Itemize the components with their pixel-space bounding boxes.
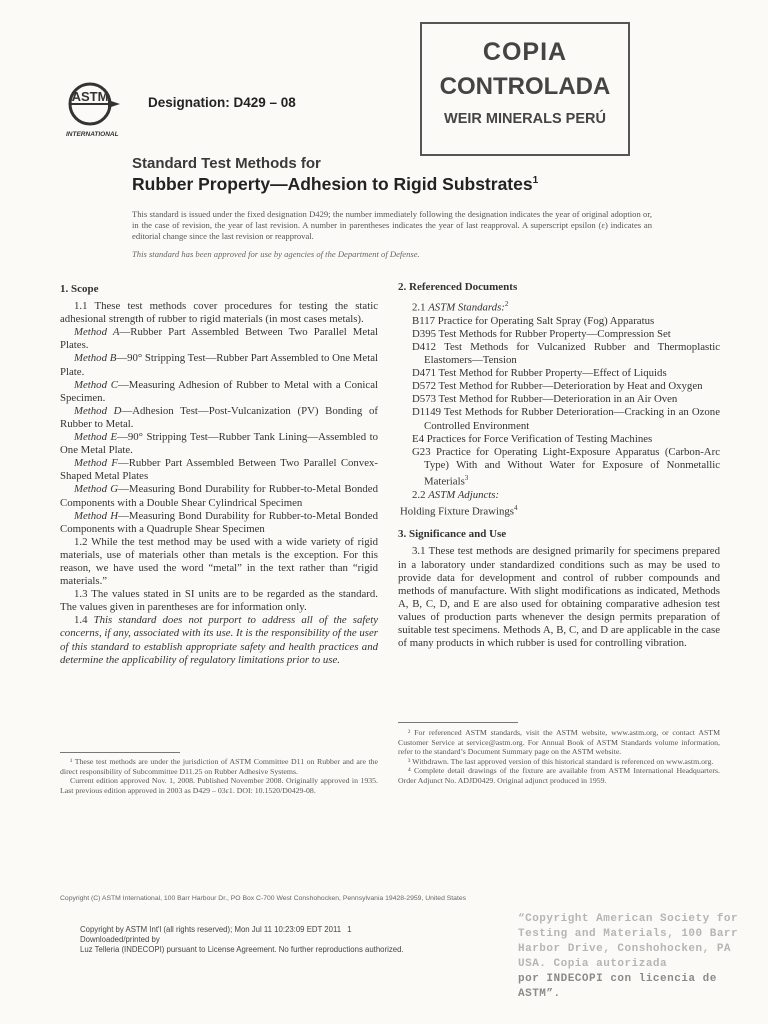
method-f bbox=[60, 457, 378, 483]
reference-title: Practices for Force Verification of Testing Machines bbox=[426, 432, 653, 445]
paragraph-3-1: 3.1 These test methods are designed primarily for specimens prepared in a laboratory under standardized conditions such as may be used to provide data for development and control of rubber compounds and methods of manufacture. With slight modifications as indicated, Methods A, B, C, D, and E are also used for obtaining comparative adhesion test values of production parts whenever the design permits preparation of suitable test specimens. Methods A, B, C, and D are applicable in the case of many products in which rubber is used for controlling vibration. bbox=[398, 545, 720, 650]
footnote-3: ³ Withdrawn. The last approved version of this historical standard is referenced on www.astm.org. bbox=[408, 756, 714, 766]
reference-item bbox=[398, 433, 720, 446]
subsection-2-1-title: ASTM Standards: bbox=[428, 301, 505, 314]
notice-line-3: Harbor Drive, Conshohocken, PA bbox=[518, 943, 732, 955]
title-line-2 bbox=[132, 174, 538, 195]
stamp-line-1: COPIA bbox=[482, 38, 568, 66]
controlled-copy-stamp bbox=[420, 22, 630, 156]
method-c-label: Method C bbox=[74, 378, 118, 391]
reference-item bbox=[398, 328, 720, 341]
section-heading-referenced-documents: 2. Referenced Documents bbox=[398, 281, 518, 293]
paragraph-1-4 bbox=[60, 614, 378, 666]
section-heading-scope: 1. Scope bbox=[60, 283, 99, 295]
method-a bbox=[60, 326, 378, 352]
astm-logo-icon bbox=[62, 80, 124, 140]
footnote-rule-right bbox=[398, 722, 518, 723]
copyright-watermark-notice bbox=[518, 912, 758, 1002]
subsection-2-1-sup: 2 bbox=[504, 300, 509, 309]
reference-title: Test Method for Rubber Property—Effect of Liquids bbox=[438, 367, 667, 380]
stamp-line-2: CONTROLADA bbox=[439, 73, 611, 100]
page-number: 1 bbox=[347, 925, 352, 934]
method-d-text: —Adhesion Test—Post-Vulcanization (PV) Bonding of Rubber to Metal. bbox=[60, 404, 378, 430]
footnote-rule-left bbox=[60, 752, 180, 753]
download-line-3: Luz Telleria (INDECOPI) pursuant to License Agreement. No further reproductions authorized. bbox=[80, 945, 404, 954]
adjunct-sup: 4 bbox=[513, 503, 518, 512]
reference-code: B117 bbox=[412, 314, 435, 327]
copyright-line: Copyright (C) ASTM International, 100 Barr Harbour Dr., PO Box C-700 West Conshohocken, Pennsylvania 19428-2959, United States bbox=[60, 895, 467, 902]
reference-item bbox=[398, 406, 720, 432]
notice-line-1: “Copyright American Society for bbox=[518, 913, 739, 925]
left-column bbox=[60, 283, 378, 667]
notice-line-5: por INDECOPI con licencia de ASTM”. bbox=[518, 973, 717, 1000]
subsection-2-2-title: ASTM Adjuncts: bbox=[428, 488, 500, 501]
download-line-1 bbox=[80, 925, 404, 935]
method-f-text: —Rubber Part Assembled Between Two Parallel Convex-Shaped Metal Plates bbox=[60, 457, 378, 483]
method-c bbox=[60, 379, 378, 405]
reference-code: D572 bbox=[412, 380, 436, 393]
reference-title: Test Method for Rubber—Deterioration in an Air Oven bbox=[438, 393, 678, 406]
right-column bbox=[398, 281, 720, 650]
reference-title: Practice for Operating Light-Exposure Apparatus (Carbon-Arc Type) With and Without Water for Exposure of Nonmetallic Materials bbox=[424, 445, 720, 488]
footnotes-right bbox=[398, 728, 720, 786]
reference-title: Test Methods for Rubber Property—Compression Set bbox=[438, 327, 671, 340]
subsection-2-2 bbox=[398, 489, 720, 502]
reference-title: Practice for Operating Salt Spray (Fog) Apparatus bbox=[437, 314, 655, 327]
stamp-line-3: WEIR MINERALS PERÚ bbox=[444, 111, 606, 127]
paragraph-1-2: 1.2 While the test method may be used with a wide variety of rigid materials, use of materials other than metals is the exception. For this reason, we have used the word “metal” in the text rather than “rigid materials.” bbox=[60, 535, 378, 588]
method-e bbox=[60, 431, 378, 457]
method-e-label: Method E bbox=[74, 431, 118, 444]
method-d-label: Method D bbox=[74, 404, 122, 417]
method-h bbox=[60, 510, 378, 536]
method-b bbox=[60, 352, 378, 378]
notice-line-4: USA. Copia autorizada bbox=[518, 958, 668, 970]
reference-code: D1149 bbox=[412, 406, 441, 419]
footnote-4: ⁴ Complete detail drawings of the fixture are available from ASTM International Headquarters. Order Adjunct No. ADJD0429. Original adjunct produced in 1959. bbox=[398, 766, 720, 785]
download-line-1-text: Copyright by ASTM Int'l (all rights reserved); Mon Jul 11 10:23:09 EDT 2011 bbox=[80, 925, 342, 934]
footnote-1-b: Current edition approved Nov. 1, 2008. Published November 2008. Originally approved in 1935. Last previous edition approved in 2003 as D429 – 03ε1. DOI: 10.1520/D0429-08. bbox=[60, 776, 378, 795]
title-footnote-marker: 1 bbox=[532, 175, 539, 187]
notice-line-2: Testing and Materials, 100 Barr bbox=[518, 928, 739, 940]
intro-paragraph: This standard is issued under the fixed designation D429; the number immediately following the designation indicates the year of original adoption or, in the case of revision, the year of last revision. A number in parentheses indicates the year of last reapproval. A superscript epsilon (ε) indicates an editorial change since the last revision or reapproval. bbox=[132, 209, 652, 241]
reference-sup: 3 bbox=[464, 473, 469, 482]
section-heading-significance: 3. Significance and Use bbox=[398, 528, 507, 541]
reference-item bbox=[398, 315, 720, 328]
reference-code: G23 bbox=[412, 445, 431, 458]
subsection-2-1-number: 2.1 bbox=[412, 301, 429, 314]
reference-item bbox=[398, 341, 720, 367]
reference-item bbox=[398, 367, 720, 380]
paragraph-1-1: 1.1 These test methods cover procedures for testing the static adhesional strength of rubber to rigid materials (in most cases metals). bbox=[60, 300, 378, 326]
footnote-2: ² For referenced ASTM standards, visit the ASTM website, www.astm.org, or contact ASTM Customer Service at service@astm.org. For Annual Book of ASTM Standards volume information, refer to the standard’s Document Summary page on the ASTM website. bbox=[398, 728, 720, 757]
method-b-label: Method B bbox=[74, 352, 117, 365]
method-g-text: —Measuring Bond Durability for Rubber-to-Metal Bonded Components with a Double Shear Cylindrical Specimen bbox=[60, 483, 378, 509]
reference-title: Test Methods for Rubber Deterioration—Cracking in an Ozone Controlled Environment bbox=[424, 406, 720, 432]
reference-list bbox=[398, 315, 720, 489]
method-d bbox=[60, 405, 378, 431]
safety-statement: This standard does not purport to address all of the safety concerns, if any, associated with its use. It is the responsibility of the user of this standard to establish appropriate safety and health practices and determine the applicability of regulatory limitations prior to use. bbox=[60, 614, 378, 666]
method-f-label: Method F bbox=[74, 457, 118, 470]
footnote-1-a: ¹ These test methods are under the jurisdiction of ASTM Committee D11 on Rubber and are the direct responsibility of Subcommittee D11.25 on Rubber Adhesive Systems. bbox=[60, 757, 378, 776]
reference-code: E4 bbox=[412, 432, 424, 445]
method-h-label: Method H bbox=[74, 509, 119, 522]
paragraph-1-3: 1.3 The values stated in SI units are to be regarded as the standard. The values given in parentheses are for information only. bbox=[60, 588, 378, 614]
reference-item bbox=[398, 393, 720, 406]
method-a-text: —Rubber Part Assembled Between Two Parallel Metal Plates. bbox=[60, 326, 378, 352]
title-line-1: Standard Test Methods for bbox=[132, 155, 321, 172]
reference-item bbox=[398, 380, 720, 393]
reference-title: Test Methods for Vulcanized Rubber and Thermoplastic Elastomers—Tension bbox=[424, 340, 720, 367]
reference-code: D395 bbox=[412, 327, 436, 340]
designation: Designation: D429 – 08 bbox=[148, 95, 296, 110]
logo-text: ASTM bbox=[71, 89, 109, 104]
reference-title: Test Method for Rubber—Deterioration by Heat and Oxygen bbox=[438, 380, 703, 393]
method-e-text: —90° Stripping Test—Rubber Tank Lining—Assembled to One Metal Plate. bbox=[60, 431, 378, 457]
method-g-label: Method G bbox=[74, 483, 119, 496]
download-notice bbox=[80, 925, 404, 955]
subsection-2-2-number: 2.2 bbox=[412, 488, 429, 501]
reference-code: D412 bbox=[412, 340, 436, 353]
approval-note: This standard has been approved for use by agencies of the Department of Defense. bbox=[132, 249, 420, 259]
adjunct-text: Holding Fixture Drawings bbox=[400, 505, 514, 518]
adjunct-item bbox=[398, 502, 720, 519]
logo-subtext: INTERNATIONAL bbox=[66, 131, 119, 138]
method-g bbox=[60, 483, 378, 509]
method-b-text: —90° Stripping Test—Rubber Part Assembled to One Metal Plate. bbox=[60, 352, 378, 378]
method-h-text: —Measuring Bond Durability for Rubber-to-Metal Bonded Components with a Quadruple Shear Specimen bbox=[60, 509, 378, 535]
reference-item bbox=[398, 446, 720, 489]
download-line-2: Downloaded/printed by bbox=[80, 935, 160, 944]
reference-code: D573 bbox=[412, 393, 436, 406]
method-c-text: —Measuring Adhesion of Rubber to Metal with a Conical Specimen. bbox=[60, 378, 378, 404]
title-main: Rubber Property—Adhesion to Rigid Substrates bbox=[132, 174, 533, 194]
paragraph-1-4-number: 1.4 bbox=[74, 614, 94, 627]
footnote-1 bbox=[60, 757, 378, 795]
method-a-label: Method A bbox=[74, 326, 120, 339]
subsection-2-1 bbox=[398, 298, 720, 315]
reference-code: D471 bbox=[412, 367, 436, 380]
